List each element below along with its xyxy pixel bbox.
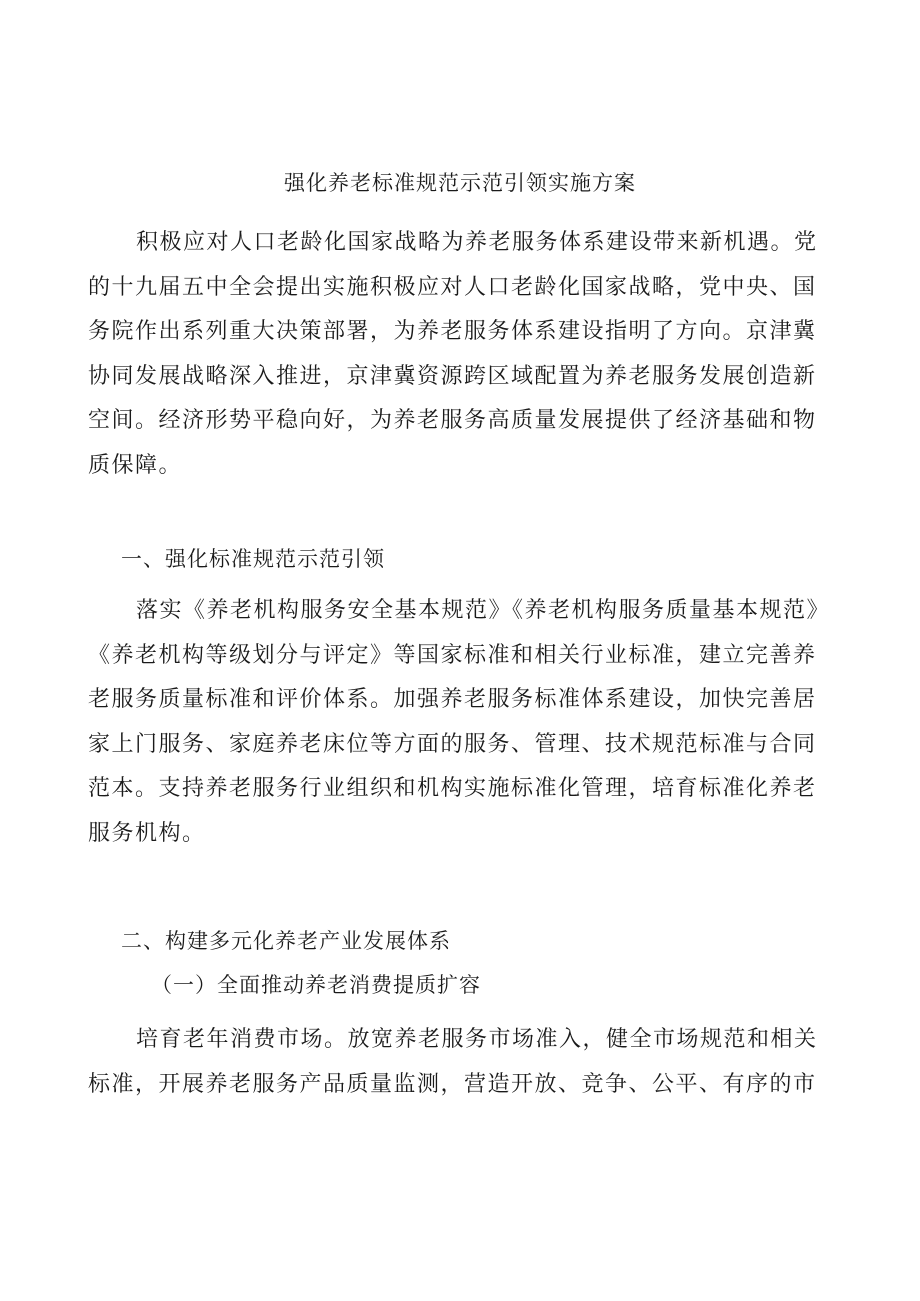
- paragraph-line: 标准，开展养老服务产品质量监测，营造开放、竞争、公平、有序的市: [88, 1071, 817, 1097]
- paragraph-line: 落实《养老机构服务安全基本规范》《养老机构服务质量基本规范》: [136, 598, 831, 623]
- section2-paragraph: [88, 1018, 834, 1107]
- section-heading-1: 一、强化标准规范示范引领: [121, 547, 385, 571]
- paragraph-line: 空间。经济形势平稳向好，为养老服务高质量发展提供了经济基础和物: [88, 408, 817, 433]
- section1-paragraph: [88, 589, 834, 856]
- paragraph-line: 《养老机构等级划分与评定》等国家标准和相关行业标准，建立完善养: [88, 642, 817, 668]
- paragraph-line: 协同发展战略深入推进，京津冀资源跨区域配置为养老服务发展创造新: [88, 363, 817, 389]
- intro-paragraph: [88, 221, 834, 488]
- paragraph-line: 培育老年消费市场。放宽养老服务市场准入，健全市场规范和相关: [136, 1027, 818, 1052]
- paragraph-line: 务院作出系列重大决策部署，为养老服务体系建设指明了方向。京津冀: [88, 319, 817, 344]
- section-heading-2: 二、构建多元化养老产业发展体系: [121, 929, 451, 953]
- paragraph-line: 服务机构。: [88, 820, 206, 846]
- paragraph-line: 的十九届五中全会提出实施积极应对人口老龄化国家战略，党中央、国: [88, 274, 817, 300]
- paragraph-line: 家上门服务、家庭养老床位等方面的服务、管理、技术规范标准与合同: [88, 731, 817, 757]
- paragraph-line: 范本。支持养老服务行业组织和机构实施标准化管理，培育标准化养老: [88, 776, 817, 801]
- document-title: 强化养老标准规范示范引领实施方案: [284, 171, 636, 195]
- paragraph-line: 质保障。: [88, 452, 183, 478]
- paragraph-line: 积极应对人口老龄化国家战略为养老服务体系建设带来新机遇。党: [136, 230, 818, 255]
- paragraph-line: 老服务质量标准和评价体系。加强养老服务标准体系建设，加快完善居: [88, 687, 817, 712]
- section-subheading: （一）全面推动养老消费提质扩容: [151, 973, 481, 997]
